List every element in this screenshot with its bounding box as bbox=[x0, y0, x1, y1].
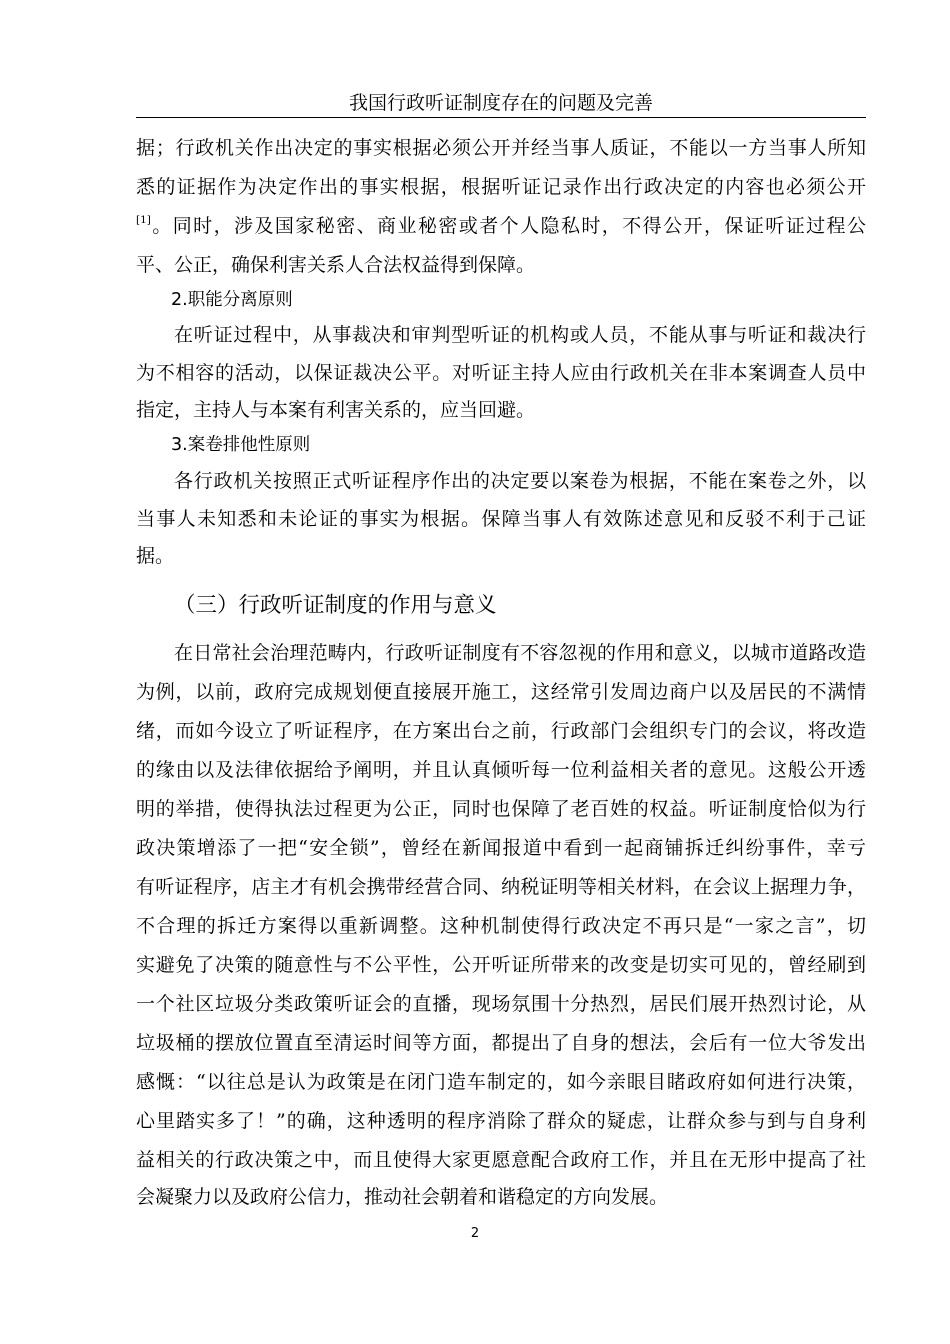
principle-3-heading: 3.案卷排他性原则 bbox=[171, 435, 311, 455]
page-number: 2 bbox=[470, 1226, 480, 1241]
section-line-10: 一个社区垃圾分类政策听证会的直播，现场氛围十分热烈，居民们展开热烈讨论，从 bbox=[136, 993, 866, 1015]
principle-3-line-3: 据。 bbox=[136, 545, 175, 567]
principle-2-line-3: 指定，主持人与本案有利害关系的，应当回避。 bbox=[136, 399, 536, 421]
section-line-5: 明的举措，使得执法过程更为公正，同时也保障了老百姓的权益。听证制度恰似为行 bbox=[136, 798, 866, 820]
principle-2-line-2: 为不相容的活动，以保证裁决公平。对听证主持人应由行政机关在非本案调查人员中 bbox=[136, 362, 866, 384]
section-line-8: 不合理的拆迁方案得以重新调整。这种机制使得行政决定不再只是“一家之言”，切 bbox=[136, 915, 866, 937]
principle-2-line-1: 在听证过程中，从事裁决和审判型听证的机构或人员，不能从事与听证和裁决行 bbox=[174, 324, 866, 346]
section-line-15: 会凝聚力以及政府公信力，推动社会朝着和谐稳定的方向发展。 bbox=[136, 1186, 669, 1208]
section-line-11: 垃圾桶的摆放位置直至清运时间等方面，都提出了自身的想法，会后有一位大爷发出 bbox=[136, 1032, 866, 1054]
section-line-1: 在日常社会治理范畴内，行政听证制度有不容忽视的作用和意义，以城市道路改造 bbox=[174, 642, 866, 664]
paragraph-1-line-1: 据；行政机关作出决定的事实根据必须公开并经当事人质证，不能以一方当事人所知 bbox=[136, 137, 866, 159]
section-line-4: 的缘由以及法律依据给予阐明，并且认真倾听每一位利益相关者的意见。这般公开透 bbox=[136, 759, 866, 781]
section-line-9: 实避免了决策的随意性与不公平性，公开听证所带来的改变是切实可见的，曾经刷到 bbox=[136, 954, 866, 976]
section-line-14: 益相关的行政决策之中，而且使得大家更愿意配合政府工作，并且在无形中提高了社 bbox=[136, 1149, 866, 1171]
principle-3-line-2: 当事人未知悉和未论证的事实为根据。保障当事人有效陈述意见和反驳不利于己证 bbox=[136, 508, 866, 530]
citation-marker: [1] bbox=[136, 214, 151, 226]
header-rule bbox=[136, 117, 866, 118]
section-line-3: 绪，而如今设立了听证程序，在方案出台之前，行政部门会组织专门的会议，将改造 bbox=[136, 720, 866, 742]
paragraph-1-line-3-text: 。同时，涉及国家秘密、商业秘密或者个人隐私时，不得公开，保证听证过程公 bbox=[150, 215, 866, 237]
section-line-7: 有听证程序，店主才有机会携带经营合同、纳税证明等相关材料，在会议上据理力争， bbox=[136, 876, 866, 898]
section-heading: （三）行政听证制度的作用与意义 bbox=[174, 593, 497, 618]
section-line-12: 感慨：“以往总是认为政策是在闭门造车制定的，如今亲眼目睹政府如何进行决策， bbox=[136, 1071, 866, 1093]
paragraph-1-line-4: 平、公正，确保利害关系人合法权益得到保障。 bbox=[136, 254, 536, 276]
principle-3-line-1: 各行政机关按照正式听证程序作出的决定要以案卷为根据，不能在案卷之外，以 bbox=[174, 470, 866, 492]
principle-2-heading: 2.职能分离原则 bbox=[171, 290, 293, 310]
paragraph-1-line-2: 悉的证据作为决定作出的事实根据，根据听证记录作出行政决定的内容也必须公开 bbox=[136, 176, 866, 198]
section-line-6: 政决策增添了一把“安全锁”，曾经在新闻报道中看到一起商铺拆迁纠纷事件，幸亏 bbox=[136, 837, 866, 859]
section-line-2: 为例，以前，政府完成规划便直接展开施工，这经常引发周边商户以及居民的不满情 bbox=[136, 681, 866, 703]
paragraph-1-line-3 bbox=[136, 209, 866, 243]
running-header: 我国行政听证制度存在的问题及完善 bbox=[348, 92, 653, 114]
section-line-13: 心里踏实多了！”的确，这种透明的程序消除了群众的疑虑，让群众参与到与自身利 bbox=[136, 1110, 866, 1132]
